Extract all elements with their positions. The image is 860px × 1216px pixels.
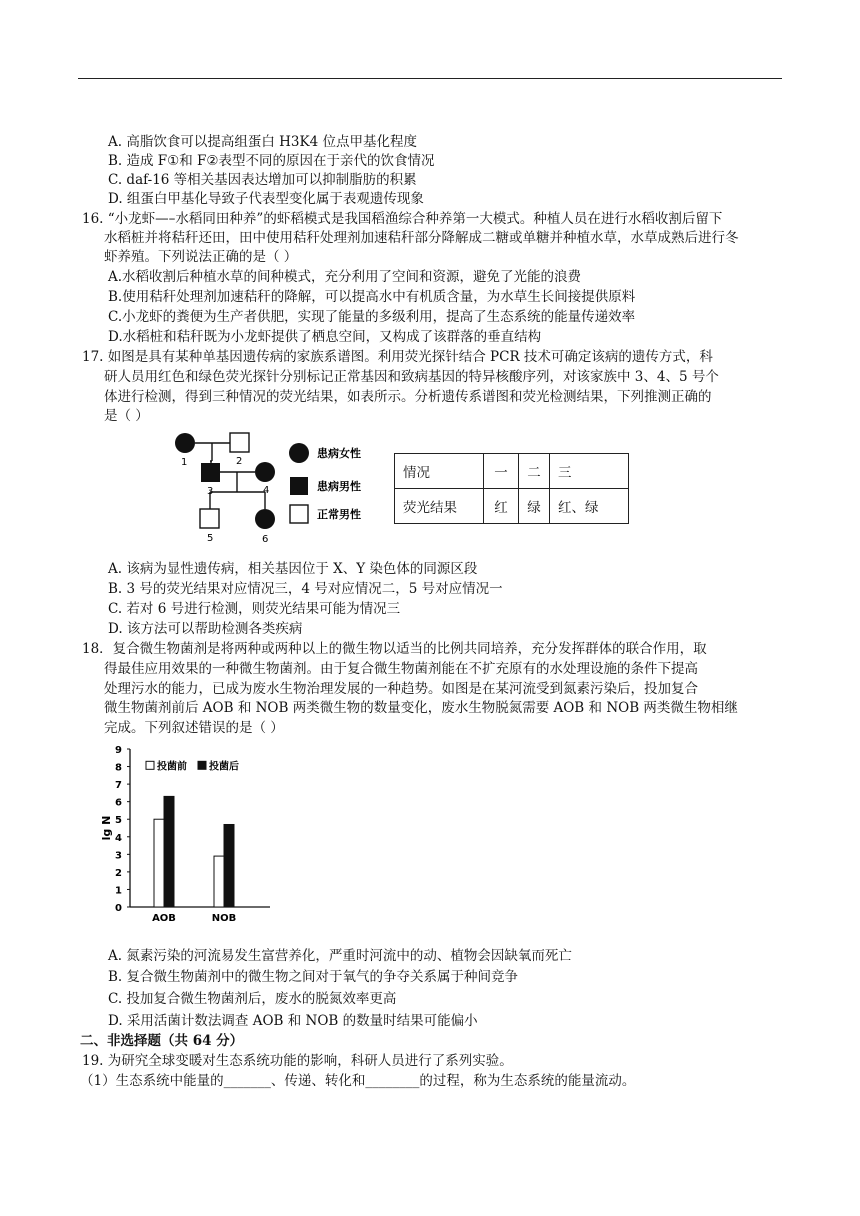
q15-option-a: A. 高脂饮食可以提高组蛋白 H3K4 位点甲基化程度	[108, 134, 417, 150]
q18-stem-line5: 完成。下列叙述错误的是（ ）	[104, 720, 284, 736]
q18-stem-line2: 得最佳应用效果的一种微生物菌剂。由于复合微生物菌剂能在不扩充原有的水处理设施的条件下提高	[104, 661, 698, 677]
table-result-3: 红、绿	[550, 489, 629, 524]
legend-affected-male-icon	[290, 477, 308, 495]
bar-AOB-after	[164, 796, 174, 907]
legend-swatch-after	[198, 761, 206, 769]
x-tick-label: NOB	[211, 913, 237, 924]
table-result-1: 红	[484, 489, 519, 524]
legend-swatch-before	[146, 761, 154, 769]
y-tick-label: 9	[115, 745, 122, 756]
individual-6-affected-female	[255, 509, 275, 529]
q15-option-b: B. 造成 F①和 F②表型不同的原因在于亲代的饮食情况	[108, 153, 435, 169]
label-5: 5	[207, 533, 214, 544]
bar-NOB-after	[224, 824, 234, 907]
legend-affected-female: 患病女性	[317, 447, 361, 460]
table-case-2: 二	[519, 454, 550, 489]
y-tick-label: 4	[115, 832, 122, 844]
y-tick-label: 0	[115, 903, 122, 914]
label-6: 6	[262, 534, 269, 545]
table-header-situation: 情况	[395, 454, 484, 489]
q17-stem-line1: 17. 如图是具有某种单基因遗传病的家族系谱图。利用荧光探针结合 PCR 技术可确定该病的遗传方式，科	[82, 349, 713, 365]
table-case-1: 一	[484, 454, 519, 489]
y-tick-label: 8	[115, 762, 122, 774]
q15-option-c: C. daf-16 等相关基因表达增加可以抑制脂肪的积累	[108, 172, 417, 188]
q16-option-a: A.水稻收割后种植水草的间种模式，充分利用了空间和资源，避免了光能的浪费	[108, 269, 582, 285]
label-4: 4	[263, 485, 270, 496]
q17-stem-line4: 是（ ）	[104, 408, 149, 424]
header-rule	[78, 78, 782, 79]
q16-option-d: D.水稻桩和秸秆既为小龙虾提供了栖息空间，又构成了该群落的垂直结构	[108, 329, 542, 345]
legend-affected-female-icon	[289, 443, 309, 463]
label-2: 2	[236, 456, 243, 467]
x-tick-label: AOB	[152, 913, 176, 924]
q17-stem-line3: 体进行检测，得到三种情况的荧光结果，如表所示。分析遗传系谱图和荧光检测结果，下列推测正确的	[104, 389, 712, 405]
q17-stem-line2: 研人员用红色和绿色荧光探针分别标记正常基因和致病基因的特异核酸序列，对该家族中 3、4、5 号个	[104, 369, 719, 385]
q19-stem: 19. 为研究全球变暖对生态系统功能的影响，科研人员进行了系列实验。	[82, 1053, 513, 1069]
q17-option-a: A. 该病为显性遗传病，相关基因位于 X、Y 染色体的同源区段	[108, 561, 478, 577]
legend-affected-male: 患病男性	[317, 480, 361, 493]
label-1: 1	[181, 457, 188, 468]
y-tick-label: 7	[115, 780, 122, 792]
y-tick-label: 2	[115, 867, 122, 879]
y-tick-label: 3	[115, 850, 122, 862]
y-tick-label: 5	[115, 815, 122, 827]
q18-option-d: D. 采用活菌计数法调查 AOB 和 NOB 的数量时结果可能偏小	[108, 1013, 478, 1029]
q18-option-a: A. 氮素污染的河流易发生富营养化，严重时河流中的动、植物会因缺氧而死亡	[108, 948, 572, 964]
individual-5-normal-male	[200, 509, 219, 528]
bar-AOB-before	[154, 819, 164, 907]
q16-option-c: C.小龙虾的粪便为生产者供肥，实现了能量的多级利用，提高了生态系统的能量传递效率	[108, 309, 636, 325]
individual-2-normal-male	[230, 433, 249, 452]
q16-stem-line3: 虾养殖。下列说法正确的是（ ）	[104, 249, 298, 265]
bar-chart	[96, 742, 276, 927]
y-tick-label: 6	[115, 797, 122, 809]
q16-stem-line1: 16. “小龙虾—–水稻同田种养”的虾稻模式是我国稻渔综合种养第一大模式。种植人员在进行水稻收割后留下	[82, 211, 723, 227]
legend-label-before: 投菌前	[157, 761, 187, 773]
q18-option-c: C. 投加复合微生物菌剂后，废水的脱氮效率更高	[108, 991, 397, 1007]
table-result-2: 绿	[519, 489, 550, 524]
y-tick-label: 1	[115, 885, 122, 897]
pedigree-chart	[165, 425, 380, 545]
q18-option-b: B. 复合微生物菌剂中的微生物之间对于氧气的争夺关系属于种间竞争	[108, 969, 519, 985]
q18-stem-line3: 处理污水的能力，已成为废水生物治理发展的一种趋势。如图是在某河流受到氮素污染后，投加复合	[104, 681, 698, 697]
q17-option-c: C. 若对 6 号进行检测，则荧光结果可能为情况三	[108, 601, 401, 617]
q19-subquestion-1: （1）生态系统中能量的_______、传递、转化和________的过程，称为生态系统的能量流动。	[80, 1073, 636, 1089]
individual-4-affected-female	[255, 462, 275, 482]
individual-3-affected-male	[201, 463, 220, 482]
table-header-result: 荧光结果	[395, 489, 484, 524]
legend-normal-male-icon	[290, 505, 308, 523]
q16-stem-line2: 水稻桩并将秸秆还田，田中使用秸秆处理剂加速秸秆部分降解成二糖或单糖并种植水草，水草成熟后进行冬	[104, 230, 739, 246]
bar-NOB-before	[214, 856, 224, 907]
y-axis-label: lg N	[100, 815, 113, 841]
q16-option-b: B.使用秸秆处理剂加速秸秆的降解，可以提高水中有机质含量，为水草生长间接提供原料	[108, 289, 636, 305]
q18-stem-line4: 微生物菌剂前后 AOB 和 NOB 两类微生物的数量变化，废水生物脱氮需要 AOB 和 NOB 两类微生物相继	[104, 700, 738, 716]
individual-1-affected-female	[175, 433, 195, 453]
q17-option-d: D. 该方法可以帮助检测各类疾病	[108, 621, 303, 637]
q18-stem-line1: 18．复合微生物菌剂是将两种或两种以上的微生物以适当的比例共同培养，充分发挥群体的联合作用，取	[82, 641, 707, 657]
q15-option-d: D. 组蛋白甲基化导致子代表型变化属于表观遗传现象	[108, 191, 424, 207]
legend-normal-male: 正常男性	[317, 508, 361, 521]
table-case-3: 三	[550, 454, 629, 489]
q17-option-b: B. 3 号的荧光结果对应情况三，4 号对应情况二，5 号对应情况一	[108, 581, 503, 597]
section-heading: 二、非选择题（共 64 分）	[80, 1033, 244, 1049]
fluorescence-table	[394, 453, 629, 524]
legend-label-after: 投菌后	[209, 761, 239, 773]
label-3: 3	[207, 486, 214, 497]
